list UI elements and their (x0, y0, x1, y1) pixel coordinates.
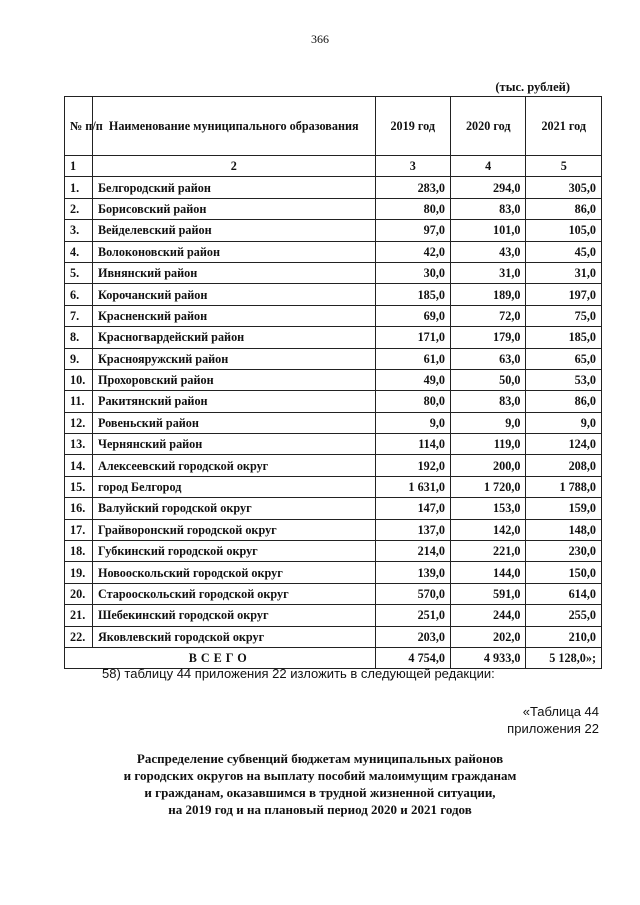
row-name: Шебекинский городской округ (93, 605, 376, 626)
row-2019: 80,0 (375, 391, 450, 412)
row-2021: 65,0 (526, 348, 602, 369)
row-2019: 49,0 (375, 369, 450, 390)
row-name: Красногвардейский район (93, 327, 376, 348)
col-number-1: 1 (65, 156, 93, 177)
row-2019: 61,0 (375, 348, 450, 369)
row-2020: 142,0 (450, 519, 525, 540)
row-2020: 202,0 (450, 626, 525, 647)
row-2021: 53,0 (526, 369, 602, 390)
row-number: 17. (65, 519, 93, 540)
table-row (65, 519, 602, 540)
row-number: 20. (65, 583, 93, 604)
table-row (65, 262, 602, 283)
row-2020: 43,0 (450, 241, 525, 262)
units-label: (тыс. рублей) (495, 80, 570, 94)
column-numbers-row (65, 156, 602, 177)
table-row (65, 348, 602, 369)
row-2021: 305,0 (526, 177, 602, 198)
row-2020: 83,0 (450, 391, 525, 412)
table-row (65, 391, 602, 412)
row-2020: 200,0 (450, 455, 525, 476)
col-number-3: 3 (375, 156, 450, 177)
row-name: Старооскольский городской округ (93, 583, 376, 604)
row-2019: 171,0 (375, 327, 450, 348)
row-name: Прохоровский район (93, 369, 376, 390)
page-number: 366 (311, 32, 329, 46)
row-2019: 147,0 (375, 498, 450, 519)
appendix-reference (507, 703, 599, 737)
table-row (65, 541, 602, 562)
col-number-2: 2 (93, 156, 376, 177)
row-2021: 1 788,0 (526, 476, 602, 497)
table-row (65, 498, 602, 519)
row-2020: 144,0 (450, 562, 525, 583)
row-2020: 294,0 (450, 177, 525, 198)
row-name: Вейделевский район (93, 220, 376, 241)
row-number: 3. (65, 220, 93, 241)
row-2020: 244,0 (450, 605, 525, 626)
row-2021: 150,0 (526, 562, 602, 583)
heading-line-1: Распределение субвенций бюджетам муниципальных районов (136, 751, 504, 766)
row-name: Грайворонский городской округ (93, 519, 376, 540)
header-2020: 2020 год (450, 97, 525, 156)
row-number: 10. (65, 369, 93, 390)
row-2019: 80,0 (375, 198, 450, 219)
row-name: Белгородский район (93, 177, 376, 198)
total-2021: 5 128,0»; (526, 647, 602, 668)
row-2021: 86,0 (526, 198, 602, 219)
row-2021: 185,0 (526, 327, 602, 348)
row-number: 2. (65, 198, 93, 219)
appendix-line-1: «Таблица 44 (522, 704, 599, 719)
row-2019: 30,0 (375, 262, 450, 283)
heading-line-4: на 2019 год и на плановый период 2020 и 2021 годов (168, 802, 472, 817)
row-2019: 1 631,0 (375, 476, 450, 497)
row-number: 13. (65, 434, 93, 455)
table-row (65, 455, 602, 476)
row-2021: 210,0 (526, 626, 602, 647)
row-number: 14. (65, 455, 93, 476)
row-number: 21. (65, 605, 93, 626)
header-2021: 2021 год (526, 97, 602, 156)
header-2019: 2019 год (375, 97, 450, 156)
row-2021: 124,0 (526, 434, 602, 455)
row-2021: 31,0 (526, 262, 602, 283)
row-2020: 189,0 (450, 284, 525, 305)
row-2020: 221,0 (450, 541, 525, 562)
row-name: Губкинский городской округ (93, 541, 376, 562)
row-2019: 214,0 (375, 541, 450, 562)
col-number-5: 5 (526, 156, 602, 177)
row-2021: 614,0 (526, 583, 602, 604)
row-2021: 208,0 (526, 455, 602, 476)
table-body (65, 177, 602, 648)
table-row (65, 476, 602, 497)
row-2021: 255,0 (526, 605, 602, 626)
table-row (65, 562, 602, 583)
table-row (65, 626, 602, 647)
row-2019: 139,0 (375, 562, 450, 583)
row-number: 5. (65, 262, 93, 283)
total-label: ВСЕГО (65, 647, 376, 668)
total-2019: 4 754,0 (375, 647, 450, 668)
table-row (65, 605, 602, 626)
row-number: 12. (65, 412, 93, 433)
row-2019: 42,0 (375, 241, 450, 262)
table-header-row (65, 97, 602, 156)
total-2020: 4 933,0 (450, 647, 525, 668)
row-2021: 159,0 (526, 498, 602, 519)
row-2020: 119,0 (450, 434, 525, 455)
row-2019: 9,0 (375, 412, 450, 433)
row-2020: 1 720,0 (450, 476, 525, 497)
table-row (65, 220, 602, 241)
row-name: Новооскольский городской округ (93, 562, 376, 583)
table-heading (0, 750, 640, 818)
row-number: 4. (65, 241, 93, 262)
row-2021: 86,0 (526, 391, 602, 412)
row-number: 18. (65, 541, 93, 562)
table-row (65, 583, 602, 604)
row-name: Краснояружский район (93, 348, 376, 369)
appendix-line-2: приложения 22 (507, 721, 599, 736)
table-row (65, 241, 602, 262)
table-row (65, 305, 602, 326)
row-2021: 197,0 (526, 284, 602, 305)
row-2019: 137,0 (375, 519, 450, 540)
row-2021: 230,0 (526, 541, 602, 562)
header-number: № п/п (65, 97, 93, 156)
row-2020: 153,0 (450, 498, 525, 519)
row-name: Ровеньский район (93, 412, 376, 433)
table-row (65, 434, 602, 455)
row-2019: 192,0 (375, 455, 450, 476)
row-2019: 283,0 (375, 177, 450, 198)
row-2021: 105,0 (526, 220, 602, 241)
row-2020: 591,0 (450, 583, 525, 604)
heading-line-3: и гражданам, оказавшимся в трудной жизненной ситуации, (144, 785, 496, 800)
row-2020: 31,0 (450, 262, 525, 283)
header-name: Наименование муниципального образования (93, 97, 376, 156)
heading-line-2: и городских округов на выплату пособий малоимущим гражданам (123, 768, 517, 783)
row-number: 22. (65, 626, 93, 647)
row-2020: 101,0 (450, 220, 525, 241)
row-name: Ивнянский район (93, 262, 376, 283)
row-2019: 114,0 (375, 434, 450, 455)
row-2019: 185,0 (375, 284, 450, 305)
row-2019: 570,0 (375, 583, 450, 604)
row-2019: 251,0 (375, 605, 450, 626)
row-number: 15. (65, 476, 93, 497)
row-number: 9. (65, 348, 93, 369)
row-number: 8. (65, 327, 93, 348)
row-number: 11. (65, 391, 93, 412)
row-number: 7. (65, 305, 93, 326)
row-2019: 97,0 (375, 220, 450, 241)
row-2020: 72,0 (450, 305, 525, 326)
row-2020: 50,0 (450, 369, 525, 390)
row-name: Валуйский городской округ (93, 498, 376, 519)
row-number: 6. (65, 284, 93, 305)
row-2020: 63,0 (450, 348, 525, 369)
row-2021: 9,0 (526, 412, 602, 433)
row-number: 16. (65, 498, 93, 519)
row-2021: 75,0 (526, 305, 602, 326)
row-name: Ракитянский район (93, 391, 376, 412)
row-2020: 179,0 (450, 327, 525, 348)
table-row (65, 284, 602, 305)
row-name: Корочанский район (93, 284, 376, 305)
table-row (65, 412, 602, 433)
row-name: Яковлевский городской округ (93, 626, 376, 647)
col-number-4: 4 (450, 156, 525, 177)
row-2020: 9,0 (450, 412, 525, 433)
row-name: Красненский район (93, 305, 376, 326)
row-2019: 203,0 (375, 626, 450, 647)
table-row (65, 198, 602, 219)
amendment-paragraph: 58) таблицу 44 приложения 22 изложить в следующей редакции: (102, 666, 495, 681)
row-name: Чернянский район (93, 434, 376, 455)
row-number: 1. (65, 177, 93, 198)
row-number: 19. (65, 562, 93, 583)
subsidy-table (64, 96, 602, 669)
table-row (65, 177, 602, 198)
row-2020: 83,0 (450, 198, 525, 219)
row-2021: 148,0 (526, 519, 602, 540)
table-row (65, 369, 602, 390)
row-name: Алексеевский городской округ (93, 455, 376, 476)
row-2019: 69,0 (375, 305, 450, 326)
row-name: город Белгород (93, 476, 376, 497)
row-2021: 45,0 (526, 241, 602, 262)
row-name: Волоконовский район (93, 241, 376, 262)
table-row (65, 327, 602, 348)
row-name: Борисовский район (93, 198, 376, 219)
